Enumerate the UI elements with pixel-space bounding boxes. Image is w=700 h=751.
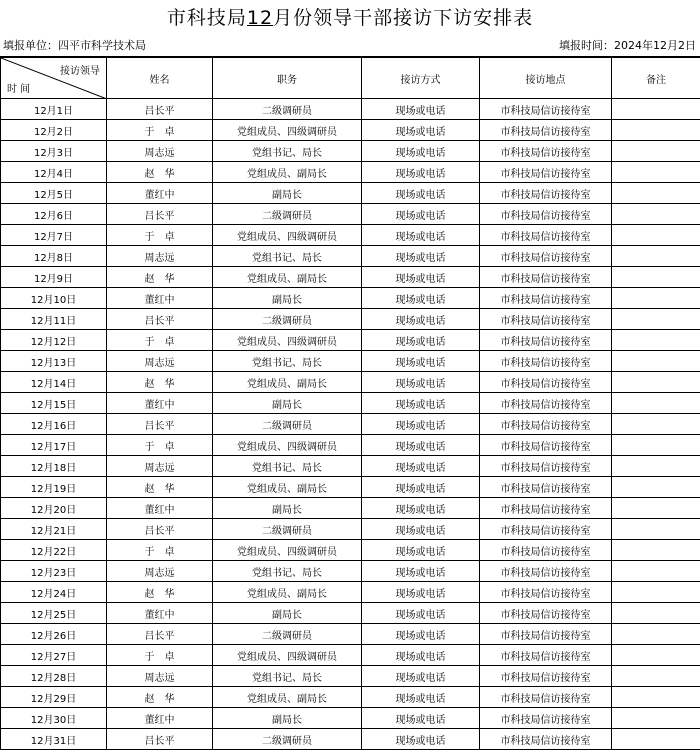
cell-note	[612, 477, 700, 498]
schedule-table	[0, 57, 700, 750]
cell-method: 现场或电话	[362, 435, 480, 456]
cell-date: 12月17日	[1, 435, 107, 456]
table-row	[1, 330, 700, 351]
cell-position: 党组书记、局长	[213, 351, 362, 372]
cell-note	[612, 99, 700, 120]
col-header-name: 姓名	[107, 58, 213, 99]
cell-method: 现场或电话	[362, 666, 480, 687]
cell-position: 党组成员、四级调研员	[213, 645, 362, 666]
table-row	[1, 624, 700, 645]
cell-location: 市科技局信访接待室	[480, 141, 612, 162]
cell-position: 党组成员、四级调研员	[213, 330, 362, 351]
cell-position: 党组成员、四级调研员	[213, 225, 362, 246]
cell-note	[612, 582, 700, 603]
cell-name: 赵 华	[107, 687, 213, 708]
cell-date: 12月20日	[1, 498, 107, 519]
table-row	[1, 477, 700, 498]
table-row	[1, 729, 700, 750]
table-row	[1, 603, 700, 624]
cell-location: 市科技局信访接待室	[480, 435, 612, 456]
table-row	[1, 645, 700, 666]
cell-name: 赵 华	[107, 477, 213, 498]
cell-date: 12月19日	[1, 477, 107, 498]
cell-method: 现场或电话	[362, 582, 480, 603]
cell-date: 12月8日	[1, 246, 107, 267]
cell-location: 市科技局信访接待室	[480, 99, 612, 120]
cell-date: 12月14日	[1, 372, 107, 393]
col-header-location: 接访地点	[480, 58, 612, 99]
cell-method: 现场或电话	[362, 687, 480, 708]
cell-method: 现场或电话	[362, 561, 480, 582]
cell-note	[612, 267, 700, 288]
table-row	[1, 582, 700, 603]
cell-name: 董红中	[107, 288, 213, 309]
table-row	[1, 99, 700, 120]
cell-date: 12月7日	[1, 225, 107, 246]
cell-note	[612, 162, 700, 183]
cell-position: 二级调研员	[213, 204, 362, 225]
cell-method: 现场或电话	[362, 372, 480, 393]
title-prefix: 市科技局	[166, 7, 247, 29]
cell-note	[612, 561, 700, 582]
cell-position: 副局长	[213, 288, 362, 309]
cell-note	[612, 183, 700, 204]
cell-note	[612, 456, 700, 477]
cell-name: 于 卓	[107, 540, 213, 561]
cell-position: 党组成员、副局长	[213, 582, 362, 603]
cell-position: 副局长	[213, 603, 362, 624]
cell-position: 党组成员、四级调研员	[213, 435, 362, 456]
cell-name: 周志远	[107, 666, 213, 687]
cell-name: 周志远	[107, 351, 213, 372]
cell-location: 市科技局信访接待室	[480, 687, 612, 708]
cell-position: 党组成员、副局长	[213, 687, 362, 708]
cell-note	[612, 708, 700, 729]
table-row	[1, 393, 700, 414]
cell-note	[612, 435, 700, 456]
cell-note	[612, 603, 700, 624]
fill-date: 填报时间：2024年12月2日	[559, 39, 696, 52]
cell-note	[612, 519, 700, 540]
cell-location: 市科技局信访接待室	[480, 351, 612, 372]
cell-note	[612, 372, 700, 393]
table-row	[1, 246, 700, 267]
cell-name: 吕长平	[107, 99, 213, 120]
col-header-note: 备注	[612, 58, 700, 99]
cell-location: 市科技局信访接待室	[480, 330, 612, 351]
col-header-position: 职务	[213, 58, 362, 99]
cell-location: 市科技局信访接待室	[480, 288, 612, 309]
cell-date: 12月13日	[1, 351, 107, 372]
cell-position: 二级调研员	[213, 99, 362, 120]
cell-name: 周志远	[107, 141, 213, 162]
cell-name: 吕长平	[107, 729, 213, 750]
cell-name: 赵 华	[107, 372, 213, 393]
cell-position: 二级调研员	[213, 624, 362, 645]
table-row	[1, 288, 700, 309]
cell-name: 于 卓	[107, 225, 213, 246]
cell-note	[612, 645, 700, 666]
cell-position: 二级调研员	[213, 309, 362, 330]
cell-position: 二级调研员	[213, 519, 362, 540]
cell-date: 12月28日	[1, 666, 107, 687]
cell-name: 董红中	[107, 708, 213, 729]
cell-method: 现场或电话	[362, 309, 480, 330]
cell-name: 于 卓	[107, 645, 213, 666]
cell-position: 副局长	[213, 498, 362, 519]
title-suffix: 月份领导干部接访下访安排表	[273, 7, 534, 29]
table-row	[1, 519, 700, 540]
cell-method: 现场或电话	[362, 519, 480, 540]
table-row	[1, 708, 700, 729]
cell-note	[612, 624, 700, 645]
cell-date: 12月29日	[1, 687, 107, 708]
cell-name: 吕长平	[107, 519, 213, 540]
table-row	[1, 372, 700, 393]
table-row	[1, 435, 700, 456]
cell-name: 董红中	[107, 183, 213, 204]
cell-method: 现场或电话	[362, 330, 480, 351]
table-row	[1, 687, 700, 708]
cell-note	[612, 246, 700, 267]
cell-location: 市科技局信访接待室	[480, 414, 612, 435]
table-row	[1, 498, 700, 519]
cell-note	[612, 204, 700, 225]
corner-header	[1, 58, 107, 99]
cell-name: 于 卓	[107, 330, 213, 351]
cell-date: 12月12日	[1, 330, 107, 351]
cell-method: 现场或电话	[362, 183, 480, 204]
table-row	[1, 414, 700, 435]
cell-position: 党组书记、局长	[213, 666, 362, 687]
cell-date: 12月23日	[1, 561, 107, 582]
cell-method: 现场或电话	[362, 351, 480, 372]
cell-location: 市科技局信访接待室	[480, 519, 612, 540]
cell-note	[612, 351, 700, 372]
table-row	[1, 666, 700, 687]
cell-date: 12月24日	[1, 582, 107, 603]
cell-date: 12月21日	[1, 519, 107, 540]
cell-position: 副局长	[213, 708, 362, 729]
cell-location: 市科技局信访接待室	[480, 372, 612, 393]
info-line	[0, 36, 700, 57]
table-row	[1, 561, 700, 582]
cell-name: 周志远	[107, 561, 213, 582]
header-row	[1, 58, 700, 99]
cell-method: 现场或电话	[362, 645, 480, 666]
cell-location: 市科技局信访接待室	[480, 561, 612, 582]
cell-method: 现场或电话	[362, 477, 480, 498]
cell-location: 市科技局信访接待室	[480, 603, 612, 624]
cell-location: 市科技局信访接待室	[480, 456, 612, 477]
table-row	[1, 162, 700, 183]
document-title	[0, 0, 700, 36]
table-row	[1, 204, 700, 225]
table-row	[1, 141, 700, 162]
table-row	[1, 267, 700, 288]
cell-date: 12月3日	[1, 141, 107, 162]
cell-date: 12月10日	[1, 288, 107, 309]
cell-note	[612, 666, 700, 687]
cell-position: 二级调研员	[213, 729, 362, 750]
cell-note	[612, 225, 700, 246]
cell-name: 吕长平	[107, 624, 213, 645]
cell-date: 12月9日	[1, 267, 107, 288]
cell-location: 市科技局信访接待室	[480, 246, 612, 267]
cell-location: 市科技局信访接待室	[480, 204, 612, 225]
cell-position: 党组成员、四级调研员	[213, 540, 362, 561]
title-month: 12	[246, 7, 274, 29]
table-row	[1, 309, 700, 330]
cell-name: 董红中	[107, 603, 213, 624]
cell-position: 党组成员、四级调研员	[213, 120, 362, 141]
table-row	[1, 351, 700, 372]
cell-method: 现场或电话	[362, 99, 480, 120]
cell-method: 现场或电话	[362, 624, 480, 645]
cell-position: 党组书记、局长	[213, 561, 362, 582]
cell-note	[612, 393, 700, 414]
cell-name: 于 卓	[107, 120, 213, 141]
cell-note	[612, 288, 700, 309]
cell-location: 市科技局信访接待室	[480, 309, 612, 330]
table-row	[1, 225, 700, 246]
cell-name: 吕长平	[107, 414, 213, 435]
cell-date: 12月11日	[1, 309, 107, 330]
table-row	[1, 456, 700, 477]
cell-name: 赵 华	[107, 267, 213, 288]
cell-note	[612, 540, 700, 561]
cell-position: 党组成员、副局长	[213, 162, 362, 183]
table-body	[1, 99, 700, 750]
cell-note	[612, 330, 700, 351]
cell-method: 现场或电话	[362, 603, 480, 624]
cell-method: 现场或电话	[362, 498, 480, 519]
cell-name: 于 卓	[107, 435, 213, 456]
cell-position: 党组成员、副局长	[213, 372, 362, 393]
cell-position: 党组成员、副局长	[213, 477, 362, 498]
cell-date: 12月27日	[1, 645, 107, 666]
cell-position: 副局长	[213, 393, 362, 414]
cell-position: 党组书记、局长	[213, 246, 362, 267]
cell-name: 赵 华	[107, 162, 213, 183]
cell-method: 现场或电话	[362, 288, 480, 309]
cell-note	[612, 120, 700, 141]
cell-note	[612, 687, 700, 708]
cell-location: 市科技局信访接待室	[480, 540, 612, 561]
cell-date: 12月31日	[1, 729, 107, 750]
cell-date: 12月25日	[1, 603, 107, 624]
cell-position: 副局长	[213, 183, 362, 204]
cell-note	[612, 729, 700, 750]
cell-name: 周志远	[107, 246, 213, 267]
cell-note	[612, 498, 700, 519]
cell-method: 现场或电话	[362, 246, 480, 267]
cell-method: 现场或电话	[362, 120, 480, 141]
cell-position: 二级调研员	[213, 414, 362, 435]
cell-method: 现场或电话	[362, 708, 480, 729]
cell-note	[612, 309, 700, 330]
cell-position: 党组书记、局长	[213, 456, 362, 477]
cell-method: 现场或电话	[362, 729, 480, 750]
cell-location: 市科技局信访接待室	[480, 582, 612, 603]
fill-unit: 填报单位：四平市科学技术局	[3, 39, 146, 52]
cell-location: 市科技局信访接待室	[480, 393, 612, 414]
cell-method: 现场或电话	[362, 540, 480, 561]
cell-location: 市科技局信访接待室	[480, 120, 612, 141]
cell-location: 市科技局信访接待室	[480, 267, 612, 288]
cell-name: 董红中	[107, 498, 213, 519]
cell-date: 12月18日	[1, 456, 107, 477]
cell-date: 12月5日	[1, 183, 107, 204]
cell-date: 12月22日	[1, 540, 107, 561]
cell-position: 党组书记、局长	[213, 141, 362, 162]
cell-location: 市科技局信访接待室	[480, 729, 612, 750]
cell-note	[612, 414, 700, 435]
cell-method: 现场或电话	[362, 456, 480, 477]
cell-location: 市科技局信访接待室	[480, 162, 612, 183]
cell-date: 12月1日	[1, 99, 107, 120]
cell-location: 市科技局信访接待室	[480, 225, 612, 246]
cell-position: 党组成员、副局长	[213, 267, 362, 288]
cell-method: 现场或电话	[362, 141, 480, 162]
cell-note	[612, 141, 700, 162]
corner-header-top: 接访领导	[60, 66, 100, 77]
cell-name: 吕长平	[107, 309, 213, 330]
cell-name: 董红中	[107, 393, 213, 414]
corner-header-bottom: 时 间	[7, 84, 31, 95]
cell-date: 12月4日	[1, 162, 107, 183]
cell-method: 现场或电话	[362, 225, 480, 246]
cell-name: 赵 华	[107, 582, 213, 603]
cell-location: 市科技局信访接待室	[480, 477, 612, 498]
table-row	[1, 183, 700, 204]
col-header-method: 接访方式	[362, 58, 480, 99]
cell-method: 现场或电话	[362, 162, 480, 183]
cell-date: 12月15日	[1, 393, 107, 414]
cell-method: 现场或电话	[362, 414, 480, 435]
cell-method: 现场或电话	[362, 393, 480, 414]
cell-date: 12月16日	[1, 414, 107, 435]
cell-location: 市科技局信访接待室	[480, 498, 612, 519]
cell-location: 市科技局信访接待室	[480, 645, 612, 666]
cell-date: 12月6日	[1, 204, 107, 225]
table-row	[1, 120, 700, 141]
table-row	[1, 540, 700, 561]
cell-date: 12月30日	[1, 708, 107, 729]
cell-location: 市科技局信访接待室	[480, 183, 612, 204]
cell-date: 12月26日	[1, 624, 107, 645]
cell-location: 市科技局信访接待室	[480, 666, 612, 687]
cell-name: 周志远	[107, 456, 213, 477]
cell-location: 市科技局信访接待室	[480, 624, 612, 645]
cell-method: 现场或电话	[362, 204, 480, 225]
cell-location: 市科技局信访接待室	[480, 708, 612, 729]
cell-method: 现场或电话	[362, 267, 480, 288]
cell-name: 吕长平	[107, 204, 213, 225]
cell-date: 12月2日	[1, 120, 107, 141]
